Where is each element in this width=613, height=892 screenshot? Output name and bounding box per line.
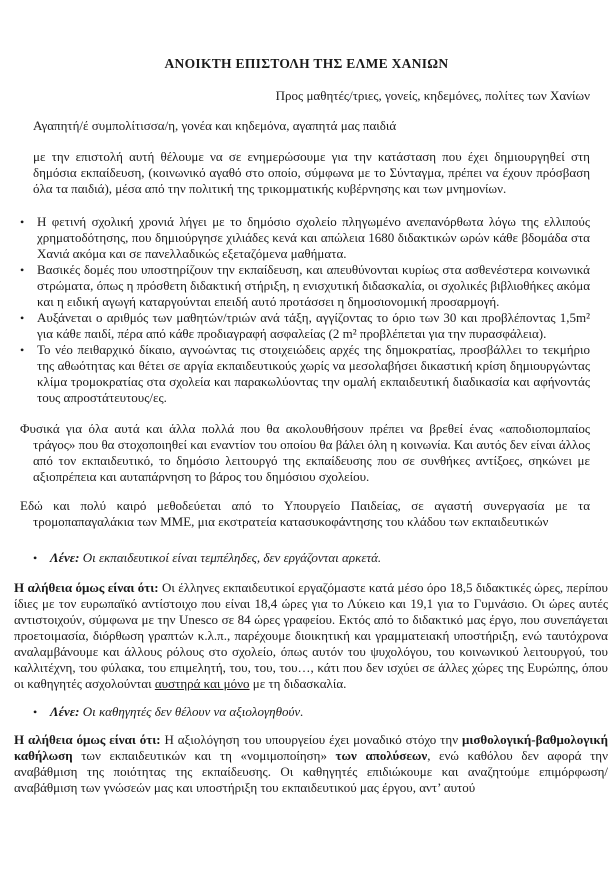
truth-text: Οι έλληνες εκπαιδευτικοί εργαζόμαστε κατά μέσο όρο 18,5 διδακτικές ώρες, περίπου ίδιες με τον ευρωπαϊκό αντίστοιχο που είναι 18,4 ώρες για το Λύκειο και 19,1 για το Γυμνάσιο. Οι ώρες αυτές αντιστοιχούν, σύμφωνα με την Unesco σε 84 ώρες γραφείου. Εκτός από το διδακτικό μας έργο, που συνεπάγεται προετοιμασία, διόρθωση γραπτών κ.λ.π., παρέχουμε διοικητική και γραμματειακή υποστήριξη, ενώ ταυτόχρονα αναλαμβάνουμε και άλλους ρόλους στο σχολείο, όπως αυτόν του ψυχολόγου, του κοινωνικού λειτουργού, του καλλιτέχνη, του φύλακα, του επιμελητή, του, του, του…, κάτι που δεν ισχύει σε άλλες χώρες της Ευρώπης, όπου οι καθηγητές ασχολούνται	[14, 580, 608, 691]
truth-lead: Η αλήθεια όμως είναι ότι:	[14, 732, 161, 747]
claim-label: Λένε:	[50, 704, 80, 719]
page-title: ΑΝΟΙΚΤΗ ΕΠΙΣΤΟΛΗ ΤΗΣ ΕΛΜΕ ΧΑΝΙΩΝ	[164, 56, 449, 71]
claim-text: Οι εκπαιδευτικοί είναι τεμπέληδες, δεν εργάζονται αρκετά.	[79, 550, 382, 565]
addressee-line: Προς μαθητές/τριες, γονείς, κηδεμόνες, πολίτες των Χανίων	[275, 88, 590, 103]
claim-item	[50, 704, 590, 720]
bold-phrase: μισθολογική-βαθμολογική καθήλωση	[14, 732, 608, 763]
claim-list-2	[50, 704, 590, 720]
underlined-phrase: αυστηρά και μόνο	[154, 676, 250, 691]
intro-paragraph: με την επιστολή αυτή θέλουμε να σε ενημερώσουμε για την κατάσταση που έχει δημιουργηθεί στη δημόσια εκπαίδευση, (κοινωνικό αγαθό στο οποίο, σύμφωνα με το Σύνταγμα, πρέπει να έχουν πρόσβαση όλα τα παιδιά), μέσα από την πολιτική της τρικομματικής κυβέρνησης και των μνημονίων.	[33, 149, 590, 196]
truth-text: , ενώ καθόλου δεν αφορά την αναβάθμιση της ποιότητας της εκπαίδευσης. Οι καθηγητές επιδιώκουμε και αναζητούμε επιμόρφωση/αναβάθμιση των γνώσεών μας και υποστήριξη του εκπαιδευτικού μας έργου, αντ’ αυτού	[14, 748, 608, 795]
list-item: • Η φετινή σχολική χρονιά λήγει με το δημόσιο σχολείο πληγωμένο ανεπανόρθωτα λόγω της ελλιπούς χρηματοδότησης, που δημιούργησε χιλιάδες κενά και απώλεια 1680 διδακτικών ωρών κάθε βδομάδα στα Χανιά ακόμα και σε πανελλαδικώς εξεταζόμενα μαθήματα.	[37, 214, 590, 262]
claim-label: Λένε:	[50, 550, 80, 565]
truth-paragraph-2	[14, 732, 608, 796]
claim-text: Οι καθηγητές δεν θέλουν να αξιολογηθούν.	[79, 704, 304, 719]
truth-lead: Η αλήθεια όμως είναι ότι:	[14, 580, 159, 595]
claim-list-1	[50, 550, 590, 566]
list-item: • Αυξάνεται ο αριθμός των μαθητών/τριών ανά τάξη, αγγίζοντας το όριο των 30 και προβλέποντας 1,5m² για κάθε παιδί, πέρα από κάθε προδιαγραφή ασφαλείας (2 m² προβλέπεται για την πυρασφάλεια).	[37, 310, 590, 342]
bold-phrase: των απολύσεων	[335, 748, 428, 763]
claim-item	[50, 550, 590, 566]
truth-text: με τη διδασκαλία.	[249, 676, 347, 691]
salutation-line: Αγαπητή/έ συμπολίτισσα/η, γονέα και κηδεμόνα, αγαπητά μας παιδιά	[33, 118, 397, 133]
issues-list	[37, 214, 590, 406]
scapegoat-paragraph: Φυσικά για όλα αυτά και άλλα πολλά που θα ακολουθήσουν πρέπει να βρεθεί ένας «αποδιοπομπαίος τράγος» που θα στοχοποιηθεί και εναντίον του οποίου θα βάλει όλη η κοινωνία. Και αυτός δεν είναι άλλος από τον εκπαιδευτικό, το δημόσιο λειτουργό της εκπαίδευσης που σε συνθήκες αντίξοες, σηκώνει με αξιοπρέπεια και αυταπάρνηση το βάρος του δημόσιου σχολείου.	[20, 421, 590, 484]
list-item: • Βασικές δομές που υποστηρίζουν την εκπαίδευση, και απευθύνονται κυρίως στα ασθενέστερα κοινωνικά στρώματα, όπως η πρόσθετη διδακτική στήριξη, η ενισχυτική διδασκαλία, οι σχολικές βιβλιοθήκες ακόμα και η ειδική αγωγή καταργούνται επειδή αυτό προτάσσει η δημοσιονομική προσαρμογή.	[37, 262, 590, 310]
truth-paragraph-1	[14, 580, 608, 692]
truth-text: των εκπαιδευτικών και τη «νομιμοποίηση»	[72, 748, 336, 763]
ministry-paragraph: Εδώ και πολύ καιρό μεθοδεύεται από το Υπουργείο Παιδείας, σε αγαστή συνεργασία με τα τρομοπαπαγαλάκια των ΜΜΕ, μια εκστρατεία κατασυκοφάντησης του κλάδου των εκπαιδευτικών	[20, 498, 590, 529]
truth-text: Η αξιολόγηση του υπουργείου έχει μοναδικό στόχο την	[160, 732, 462, 747]
list-item: • Το νέο πειθαρχικό δίκαιο, αγνοώντας τις στοιχειώδεις αρχές της δημοκρατίας, προσβάλλει το τεκμήριο της αθωότητας και θέτει σε αργία εκπαιδευτικούς χωρίς να μεσολαβήσει δικαστική κρίση δημιουργώντας κλίμα τρομοκρατίας στα σχολεία και παρακωλύοντας την ομαλή εκπαιδευτική διαδικασία και αφήνοντάς τους απροστάτευτους/ες.	[37, 342, 590, 406]
